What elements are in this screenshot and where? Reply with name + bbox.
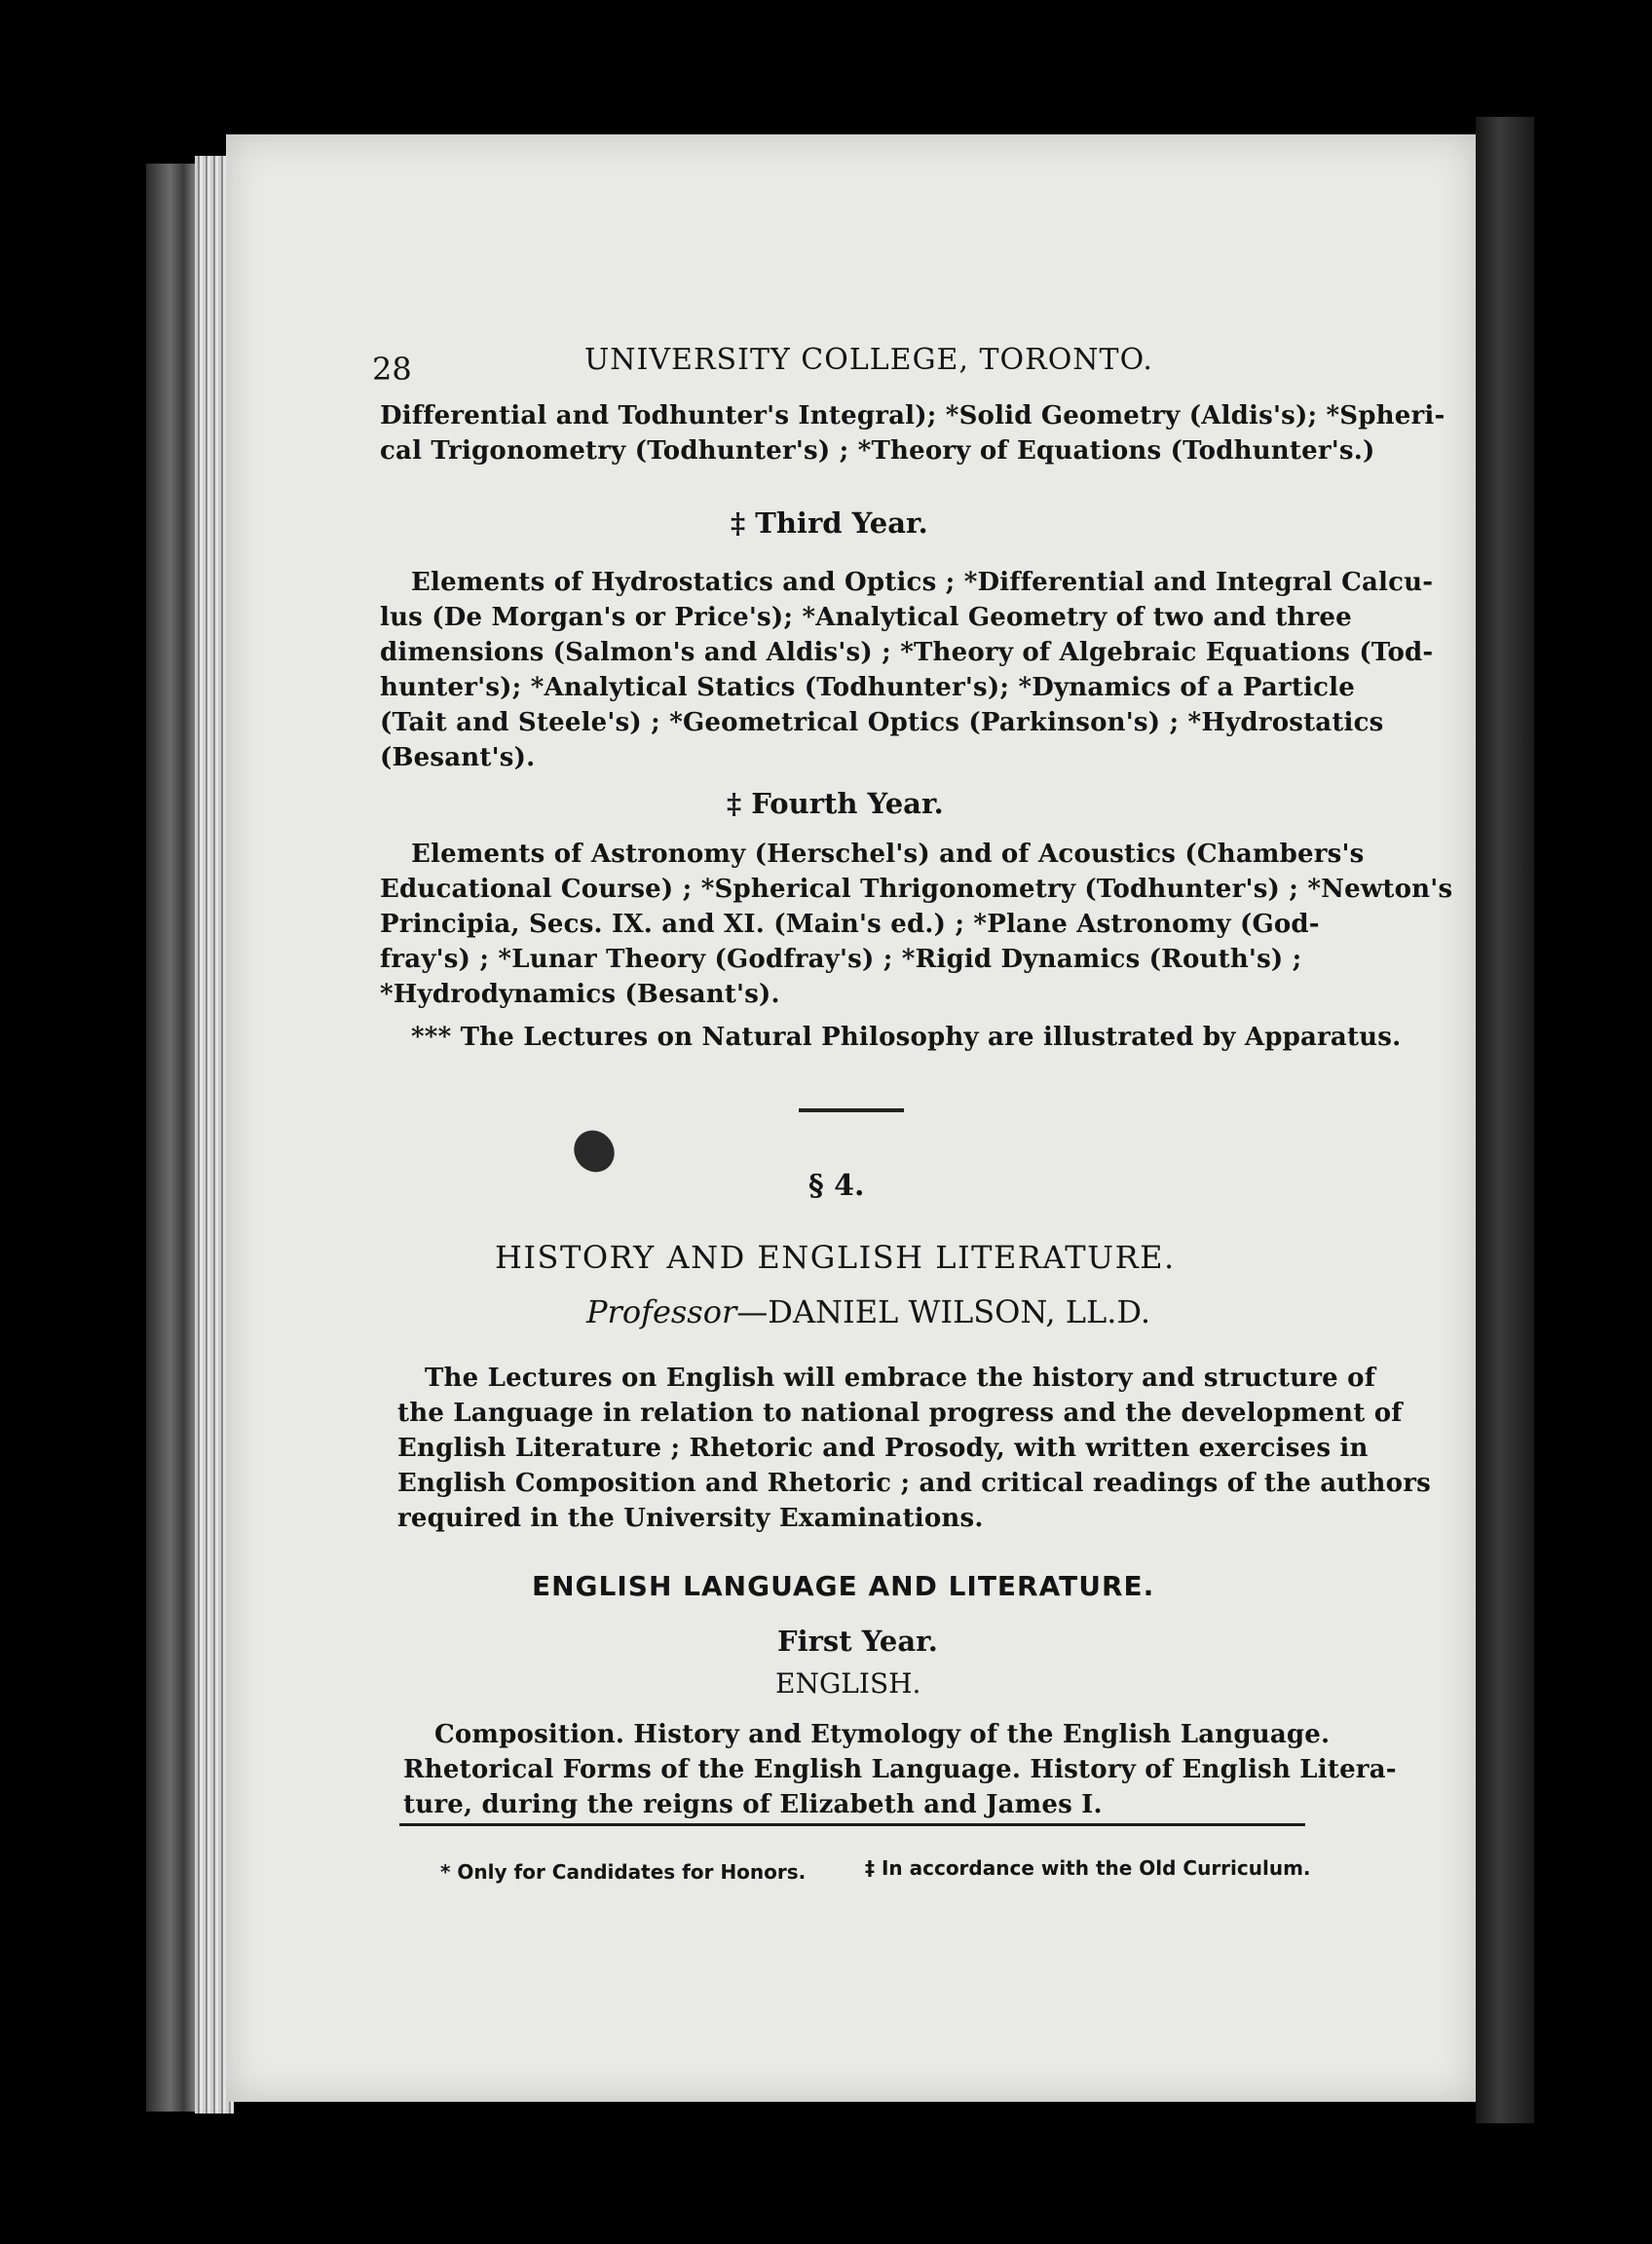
- page-number: 28: [372, 351, 412, 388]
- fourth-year-heading: ‡ Fourth Year.: [727, 787, 944, 820]
- section-divider: [799, 1108, 904, 1112]
- intro-line: the Language in relation to national progress and the development of: [397, 1399, 1403, 1428]
- third-year-line: lus (De Morgan's or Price's); *Analytical Geometry of two and three: [380, 603, 1352, 632]
- apparatus-note: *** The Lectures on Natural Philosophy are illustrated by Apparatus.: [411, 1023, 1402, 1052]
- footnote-rule: [399, 1823, 1305, 1826]
- professor-name: —DANIEL WILSON, LL.D.: [736, 1293, 1151, 1330]
- intro-line: English Composition and Rhetoric ; and critical readings of the authors: [397, 1469, 1431, 1498]
- section-mark: § 4.: [808, 1169, 865, 1203]
- continued-line: Differential and Todhunter's Integral); *Solid Geometry (Aldis's); *Spheri-: [380, 401, 1446, 430]
- third-year-line: (Besant's).: [380, 743, 536, 772]
- book-cover-edge: [1476, 117, 1534, 2123]
- intro-line: The Lectures on English will embrace the history and structure of: [425, 1364, 1376, 1393]
- footnote-honors: * Only for Candidates for Honors.: [440, 1860, 807, 1884]
- professor-label: Professor: [586, 1293, 737, 1330]
- professor-line: [586, 1293, 1150, 1330]
- fourth-year-line: Principia, Secs. IX. and XI. (Main's ed.) ; *Plane Astronomy (God-: [380, 910, 1320, 939]
- english-line: Composition. History and Etymology of the English Language.: [434, 1720, 1331, 1749]
- english-line: ture, during the reigns of Elizabeth and James I.: [403, 1790, 1103, 1819]
- third-year-line: Elements of Hydrostatics and Optics ; *Differential and Integral Calcu-: [411, 568, 1434, 597]
- subject-heading: ENGLISH LANGUAGE AND LITERATURE.: [532, 1570, 1155, 1602]
- third-year-heading: ‡ Third Year.: [731, 506, 928, 540]
- year-heading: First Year.: [777, 1625, 938, 1658]
- third-year-line: hunter's); *Analytical Statics (Todhunter's); *Dynamics of a Particle: [380, 673, 1355, 702]
- english-line: Rhetorical Forms of the English Language. History of English Litera-: [403, 1755, 1397, 1784]
- section-title: HISTORY AND ENGLISH LITERATURE.: [495, 1239, 1176, 1276]
- footnote-curriculum: ‡ In accordance with the Old Curriculum.: [865, 1856, 1311, 1880]
- third-year-line: (Tait and Steele's) ; *Geometrical Optics (Parkinson's) ; *Hydrostatics: [380, 708, 1384, 737]
- fourth-year-line: *Hydrodynamics (Besant's).: [380, 980, 780, 1009]
- intro-line: required in the University Examinations.: [397, 1504, 984, 1533]
- third-year-line: dimensions (Salmon's and Aldis's) ; *Theory of Algebraic Equations (Tod-: [380, 638, 1434, 667]
- subject-label: ENGLISH.: [775, 1667, 921, 1700]
- intro-line: English Literature ; Rhetoric and Prosody, with written exercises in: [397, 1434, 1369, 1463]
- running-head: UNIVERSITY COLLEGE, TORONTO.: [584, 343, 1153, 377]
- fourth-year-line: fray's) ; *Lunar Theory (Godfray's) ; *Rigid Dynamics (Routh's) ;: [380, 945, 1302, 974]
- fourth-year-line: Elements of Astronomy (Herschel's) and of Acoustics (Chambers's: [411, 840, 1365, 869]
- fourth-year-line: Educational Course) ; *Spherical Thrigonometry (Todhunter's) ; *Newton's: [380, 875, 1453, 904]
- continued-line: cal Trigonometry (Todhunter's) ; *Theory of Equations (Todhunter's.): [380, 436, 1375, 466]
